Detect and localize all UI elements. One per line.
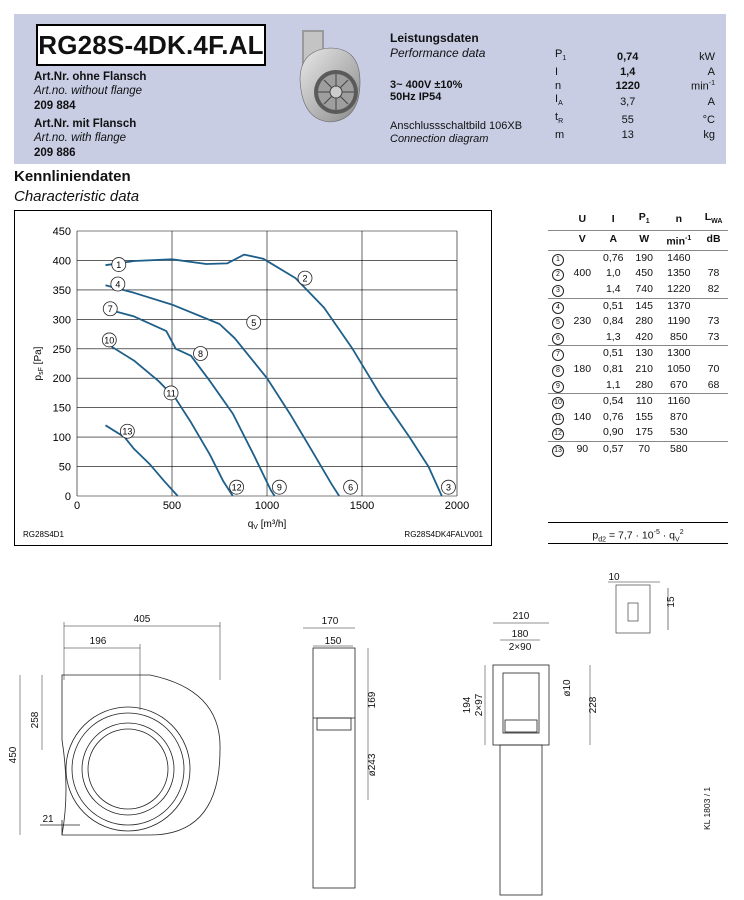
table-row: [548, 250, 728, 266]
dim-405: 405: [133, 614, 151, 625]
art-without-number: 209 884: [34, 100, 76, 112]
curve-marker-label: 2: [302, 273, 308, 284]
table-cell: [568, 282, 597, 298]
section-title: Kennliniendaten: [14, 168, 131, 185]
x-axis-label: $q_V$ [m³/h]: [247, 519, 287, 531]
y-tick-label: 300: [52, 314, 71, 327]
curve-marker-label: 10: [104, 335, 115, 346]
table-cell: 1,4: [605, 282, 621, 295]
spec-row: [555, 66, 715, 79]
dim-21: 21: [42, 814, 54, 825]
table-cell: 0,81: [603, 362, 624, 375]
table-cell: 70: [630, 441, 659, 457]
table-cell: 155: [635, 410, 653, 423]
art-without-label-de: Art.Nr. ohne Flansch: [34, 71, 147, 83]
table-cell: 530: [670, 426, 688, 439]
spec-value: 3,7: [620, 95, 636, 108]
table-cell: 230: [573, 315, 592, 328]
table-cell: 130: [630, 346, 659, 362]
dimension-labels: [8, 572, 677, 825]
table-cell: 280: [635, 315, 653, 328]
spec-row: [555, 48, 715, 66]
row-number-badge: 11: [552, 413, 564, 425]
spec-row: [555, 129, 715, 142]
table-cell: [568, 378, 597, 394]
row-number-badge: 7: [552, 349, 564, 361]
table-unit: V: [578, 233, 586, 246]
curve-marker-label: 12: [231, 482, 242, 493]
spec-row: [555, 78, 715, 93]
table-row: [548, 394, 728, 410]
row-number-badge: 2: [552, 269, 564, 281]
pressure-formula: $p_{d2} = 7,7 \cdot 10^{-5} \cdot q_V^2$: [548, 522, 728, 544]
curve-7: [106, 309, 275, 496]
spec-symbol: $I_A$: [555, 93, 563, 108]
dim-258: 258: [30, 711, 41, 729]
model-title: RG28S-4DK.4F.AL: [36, 24, 266, 66]
table-cell: 1300: [658, 346, 699, 362]
table-cell: 1,3: [605, 330, 621, 343]
spec-unit: $\min^{-1}$: [691, 80, 715, 93]
table-cell: 400: [573, 267, 592, 280]
table-header: $L_{WA}$: [704, 211, 723, 226]
performance-specs: [555, 48, 715, 141]
spec-value: 13: [621, 128, 634, 141]
dim-196: 196: [89, 636, 107, 647]
curve-marker-label: 9: [276, 482, 282, 493]
front-dim-lines: [20, 622, 220, 835]
table-cell: 670: [670, 378, 688, 391]
table-unit: A: [609, 233, 618, 246]
curve-13: [106, 425, 178, 496]
table-cell: 850: [670, 330, 688, 343]
y-tick-label: 200: [52, 373, 71, 386]
x-tick-label: 2000: [444, 500, 470, 512]
table-cell: 70: [707, 362, 720, 375]
curve-marker-label: 3: [445, 482, 451, 493]
spec-value: 1220: [615, 79, 640, 92]
table-cell: [699, 394, 728, 410]
table-cell: 0,54: [597, 394, 630, 410]
spec-unit: A: [707, 95, 715, 108]
table-row: [548, 425, 728, 441]
table-cell: 280: [635, 378, 653, 391]
dim-450: 450: [8, 746, 19, 764]
curve-marker-label: 8: [197, 348, 204, 359]
flange-view: [493, 665, 549, 895]
row-number-badge: 13: [552, 445, 564, 457]
table-cell: [568, 394, 597, 410]
table-cell: 180: [573, 362, 592, 375]
table-cell: 0,51: [597, 346, 630, 362]
dim-15: 15: [666, 596, 677, 608]
table-cell: [568, 298, 597, 314]
spec-row: [555, 93, 715, 111]
table-cell: 145: [630, 298, 659, 314]
spec-symbol: n: [555, 79, 562, 92]
table-row: [548, 378, 728, 394]
table-cell: 68: [707, 378, 720, 391]
x-tick-label: 1000: [254, 500, 280, 512]
chart-footer-left: RG28S4D1: [23, 530, 64, 539]
table-cell: 0,90: [603, 426, 624, 439]
dim-2x90: 2×90: [508, 642, 532, 653]
table-cell: 210: [635, 362, 653, 375]
table-cell: 190: [630, 250, 659, 266]
x-tick-label: 0: [73, 500, 81, 512]
curve-marker-label: 11: [166, 388, 176, 399]
table-cell: 1160: [658, 394, 699, 410]
art-with-number: 209 886: [34, 147, 76, 159]
curve-marker-label: 6: [348, 482, 354, 493]
dim-170: 170: [321, 616, 339, 627]
table-unit: $\min^{-1}$: [666, 234, 692, 248]
spec-row: [555, 111, 715, 129]
table-cell: 1350: [667, 267, 691, 280]
frequency-protection: 50Hz IP54: [390, 91, 442, 103]
table-row: [548, 346, 728, 362]
dimension-drawings: [0, 560, 744, 900]
curve-marker-label: 7: [107, 304, 113, 315]
table-cell: 90: [568, 441, 597, 457]
y-tick-label: 450: [52, 226, 71, 238]
table-row: [548, 282, 728, 298]
spec-unit: kW: [699, 50, 715, 63]
front-view: [40, 675, 220, 835]
curve-marker-label: 13: [122, 426, 133, 437]
dim-d10: ø10: [562, 679, 573, 697]
y-tick-label: 350: [52, 284, 71, 297]
spec-unit: A: [707, 65, 715, 78]
table-cell: 450: [635, 267, 653, 280]
perf-title-en: Performance data: [390, 46, 486, 60]
table-cell: [699, 250, 728, 266]
table-cell: 1190: [667, 315, 691, 328]
art-without-label-en: Art.no. without flange: [34, 85, 143, 97]
table-cell: 110: [630, 394, 659, 410]
section-subtitle: Characteristic data: [14, 188, 140, 205]
table-header: I: [611, 213, 615, 226]
x-tick-label: 1500: [349, 500, 375, 512]
curve-4: [106, 285, 340, 496]
row-number-badge: 3: [552, 285, 564, 297]
perf-title-de: Leistungsdaten: [390, 31, 479, 45]
table-cell: [699, 410, 728, 426]
dim-150: 150: [324, 636, 342, 647]
curve-10: [106, 343, 233, 496]
table-row: [548, 410, 728, 426]
table-row: [548, 441, 728, 457]
table-row: [548, 298, 728, 314]
table-cell: 0,76: [603, 410, 624, 423]
table-row: [548, 330, 728, 346]
table-cell: 78: [707, 267, 720, 280]
curve-marker-label: 5: [251, 317, 257, 328]
dim-210: 210: [512, 611, 530, 622]
side-view: [313, 648, 355, 888]
y-tick-label: 250: [52, 343, 71, 356]
row-number-badge: 10: [552, 397, 564, 409]
table-cell: [699, 425, 728, 441]
characteristic-table: [548, 210, 728, 458]
x-tick-label: 500: [162, 500, 182, 512]
table-cell: 1370: [658, 298, 699, 314]
table-unit: W: [639, 233, 650, 246]
table-cell: [568, 346, 597, 362]
table-cell: 1220: [667, 282, 691, 295]
spec-symbol: I: [555, 65, 559, 78]
table-cell: [568, 425, 597, 441]
y-tick-label: 50: [58, 461, 71, 474]
table-cell: 0,76: [597, 250, 630, 266]
row-number-badge: 1: [552, 254, 564, 266]
table-cell: 73: [707, 330, 720, 343]
chart-footer-right: RG28S4DK4FALV001: [404, 530, 483, 539]
row-number-badge: 5: [552, 317, 564, 329]
table-header: n: [675, 213, 682, 226]
spec-unit: °C: [702, 113, 715, 126]
table-cell: [568, 250, 597, 266]
table-cell: 0,84: [603, 315, 624, 328]
table-cell: 0,51: [597, 298, 630, 314]
supply-voltage: 3~ 400V ±10%: [390, 79, 463, 91]
table-cell: 580: [658, 441, 699, 457]
table-cell: 0,57: [597, 441, 630, 457]
table-cell: 73: [707, 315, 720, 328]
y-axis-label: $p_{sF}$ [Pa]: [33, 346, 45, 381]
table-header: U: [578, 213, 587, 226]
table-cell: 175: [635, 426, 653, 439]
connection-diagram-en: Connection diagram: [390, 133, 489, 145]
row-number-badge: 6: [552, 333, 564, 345]
art-with-label-de: Art.Nr. mit Flansch: [34, 118, 137, 130]
table-cell: [699, 298, 728, 314]
flange-dim-lines: [485, 623, 590, 745]
table-row: [548, 266, 728, 282]
y-tick-label: 0: [64, 491, 71, 503]
fan-product-image: [296, 22, 364, 132]
spec-value: 1,4: [620, 65, 636, 78]
table-cell: 740: [635, 282, 653, 295]
spec-value: 55: [621, 113, 634, 126]
table-row: [548, 362, 728, 378]
row-number-badge: 8: [552, 365, 564, 377]
dim-194: 194: [462, 696, 473, 714]
spec-value: 0,74: [617, 50, 639, 63]
dim-2x97: 2×97: [474, 693, 485, 717]
formula-p: p: [592, 529, 599, 542]
art-with-label-en: Art.no. with flange: [34, 132, 127, 144]
row-number-badge: 9: [552, 381, 564, 393]
table-cell: 1460: [658, 250, 699, 266]
dim-228: 228: [588, 696, 599, 714]
y-tick-label: 150: [52, 402, 71, 415]
table-cell: 1050: [667, 362, 691, 375]
spec-unit: kg: [703, 128, 715, 141]
table-cell: [699, 441, 728, 457]
curve-marker-label: 4: [115, 279, 121, 290]
spec-symbol: m: [555, 128, 565, 141]
curve-marker-label: 1: [116, 260, 122, 271]
curve-1: [106, 255, 442, 496]
spec-symbol: $t_R$: [555, 111, 564, 126]
characteristic-chart: [14, 210, 492, 546]
table-cell: [568, 330, 597, 346]
table-cell: 140: [573, 410, 592, 423]
drawing-code: KL 1803 / 1: [702, 786, 712, 830]
dim-10: 10: [608, 572, 620, 583]
detail-view: [608, 582, 668, 633]
spec-symbol: $P_1$: [555, 48, 567, 63]
row-number-badge: 4: [552, 302, 564, 314]
table-cell: 1,0: [605, 267, 621, 280]
table-cell: 82: [707, 282, 720, 295]
y-tick-label: 400: [52, 255, 71, 268]
table-cell: 1,1: [605, 378, 621, 391]
connection-diagram-de: Anschlussschaltbild 106XB: [390, 120, 523, 132]
table-cell: 870: [670, 410, 688, 423]
table-unit: dB: [706, 233, 721, 246]
table-cell: [699, 346, 728, 362]
dim-169: 169: [367, 691, 378, 709]
row-number-badge: 12: [552, 428, 564, 440]
table-cell: 420: [635, 330, 653, 343]
dim-243: ø243: [367, 753, 378, 777]
table-header: $P_1$: [638, 211, 650, 226]
table-row: [548, 314, 728, 330]
y-tick-label: 100: [52, 432, 71, 445]
chart-svg: [15, 211, 491, 545]
dim-180: 180: [511, 629, 529, 640]
